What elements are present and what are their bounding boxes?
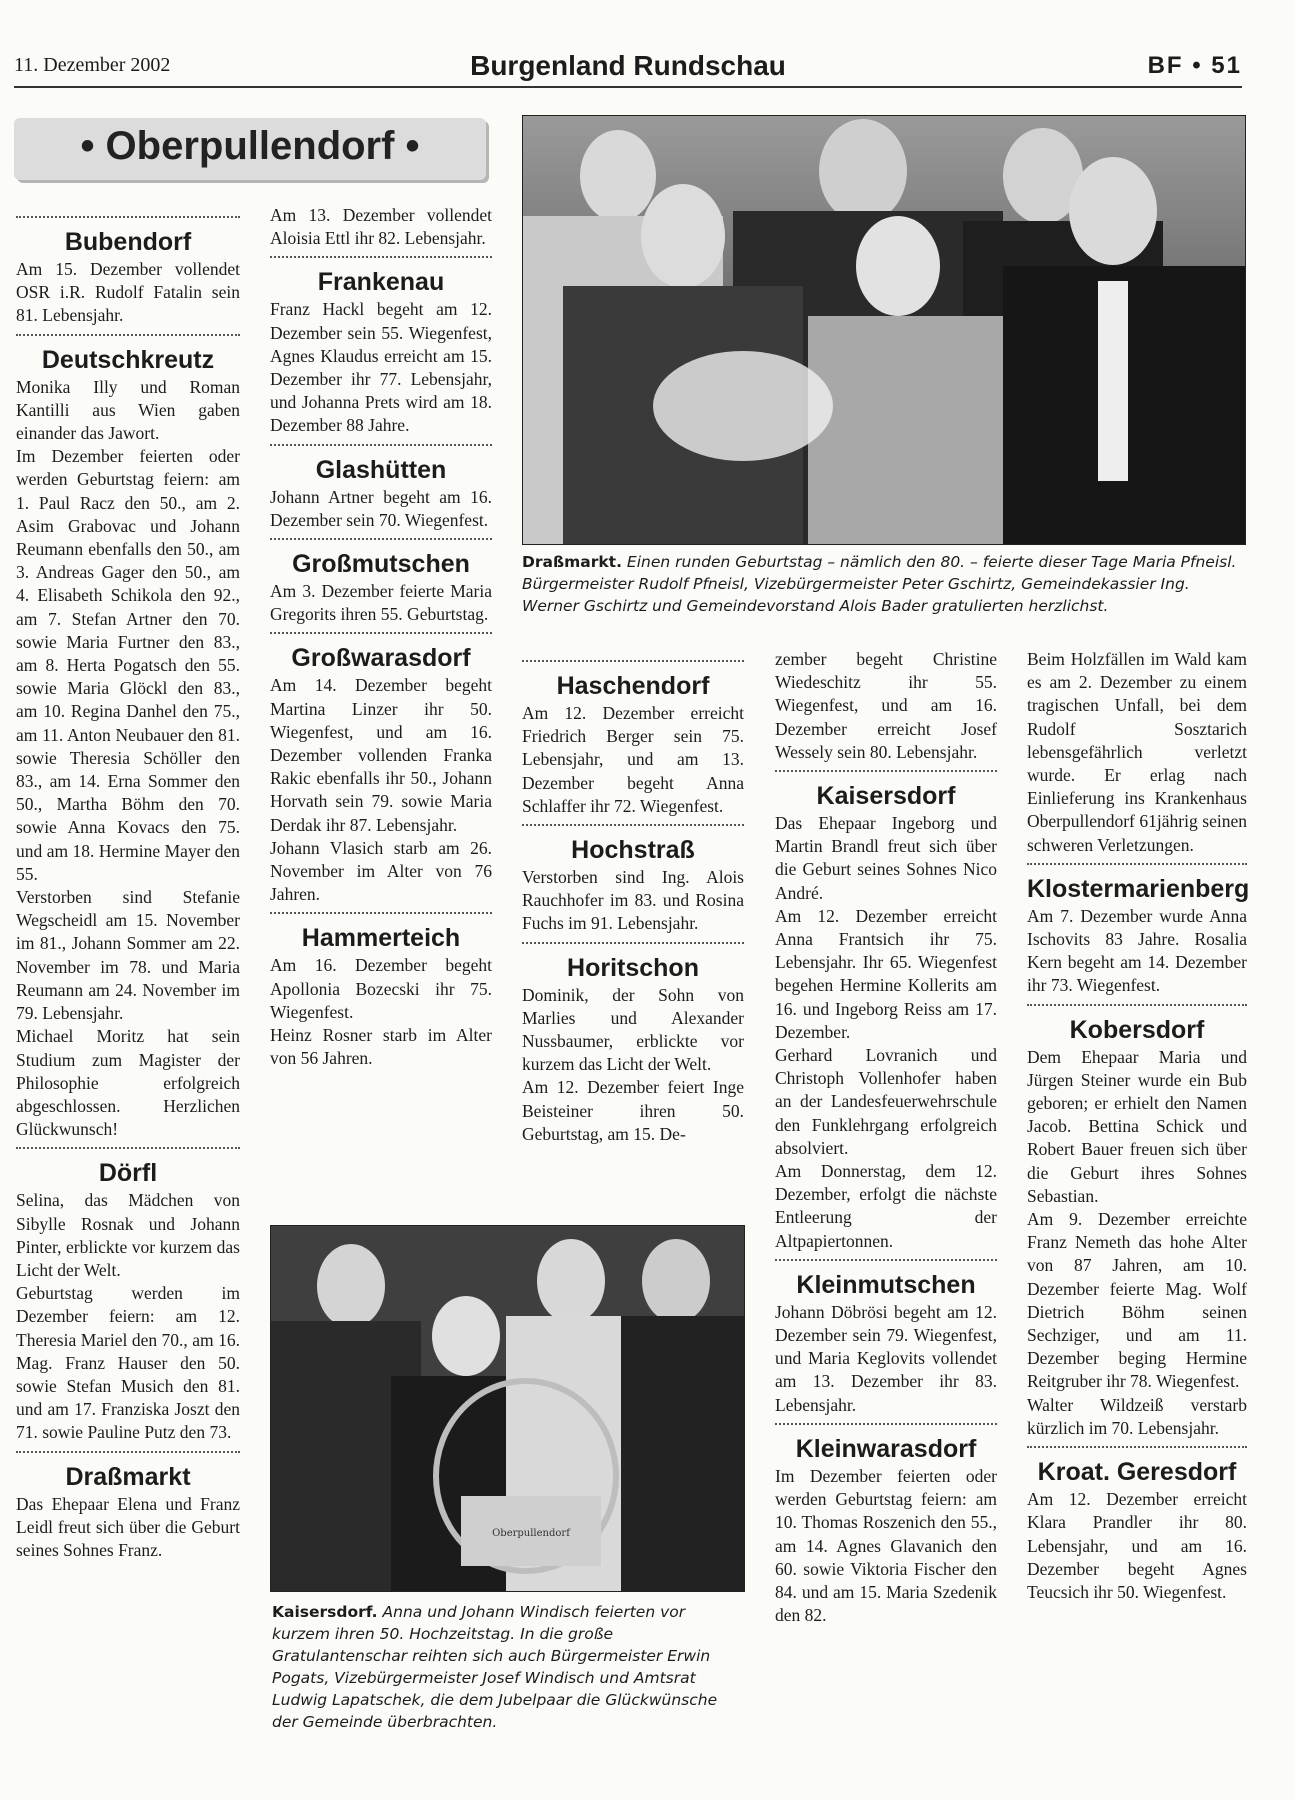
town-heading: Dörfl <box>16 1147 240 1189</box>
town-heading: Deutschkreutz <box>16 334 240 376</box>
notice-paragraph: Dem Ehepaar Maria und Jürgen Steiner wurde ein Bub geboren; er erhielt den Namen Jacob. Bettina Schick und Robert Bauer freuen sich über die Geburt ihres Sohnes Sebastian. <box>1027 1046 1247 1206</box>
town-heading: Großwarasdorf <box>270 632 492 674</box>
town-heading: Frankenau <box>270 256 492 298</box>
newspaper-title: Burgenland Rundschau <box>470 50 786 81</box>
town-heading: Kroat. Geresdorf <box>1027 1446 1247 1488</box>
photo-birthday-drassmarkt <box>522 115 1246 545</box>
page-number: BF • 51 <box>1147 52 1242 79</box>
notice-paragraph: Johann Döbrösi begeht am 12. Dezember sein 79. Wiegenfest, und Maria Keglovits vollendet am 13. Dezember ihr 83. Lebensjahr. <box>775 1301 997 1415</box>
notice-paragraph: Am 12. Dezember feiert Inge Beisteiner ihren 50. Geburtstag, am 15. De- <box>522 1077 744 1144</box>
town-heading: Hochstraß <box>522 824 744 866</box>
town-heading: Hammerteich <box>270 912 492 954</box>
notice-paragraph: Johann Artner begeht am 16. Dezember sein 70. Wiegenfest. <box>270 486 492 530</box>
issue-date: 11. Dezember 2002 <box>14 54 171 76</box>
group-photo-image <box>523 116 1245 544</box>
notice-paragraph: Beim Holzfällen im Wald kam es am 2. Dezember zu einem tragischen Unfall, bei dem Rudolf Sosztarich lebensgefährlich verletzt wurde. Er erlag nach Einlieferung ins Krankenhaus Oberpullendorf 61jährig seinen schweren Verletzungen. <box>1027 649 1247 855</box>
notice-paragraph: Im Dezember feierten oder werden Geburtstag feiern: am 1. Paul Racz den 50., am 2. Asim Grabovac und Johann Reumann ebenfalls den 50., am 3. Andreas Gager den 50., am 4. Elisabeth Schikola den 92., am 7. Stefan Artner den 70. sowie Maria Furtner den 83., am 8. Herta Pogatsch den 55. sowie Maria Glöckl den 83., am 10. Regina Danhel den 75., am 11. Anton Neubauer den 81. sowie Theresia Schöller den 83., am 14. Erna Sommer den 50., Martha Böhm den 70. sowie Anna Kovacs den 75. und am 18. Hermine Mayer den 55. <box>16 446 240 884</box>
notice-paragraph: Franz Hackl begeht am 12. Dezember sein 55. Wiegenfest, Agnes Klaudus erreicht am 15. Dezember ihr 77. Lebensjahr, und Johanna Prets wird am 18. Dezember 88 Jahre. <box>270 299 492 436</box>
town-heading: Bubendorf <box>16 216 240 258</box>
notice-paragraph: Am 12. Dezember erreicht Friedrich Berger sein 75. Lebensjahr, und am 13. Dezember begeht Anna Schlaffer ihr 72. Wiegenfest. <box>522 703 744 816</box>
section-banner <box>14 118 486 180</box>
notice-paragraph: Das Ehepaar Elena und Franz Leidl freut sich über die Geburt seines Sohnes Franz. <box>16 1493 240 1560</box>
notice-paragraph: Gerhard Lovranich und Christoph Vollenhofer haben an der Landesfeuerwehrschule den Funklehrgang erfolgreich absolviert. <box>775 1045 997 1158</box>
town-heading: Glashütten <box>270 444 492 486</box>
column-5 <box>1027 648 1250 1604</box>
caption-text: Einen runden Geburtstag – nämlich den 80. – feierte dieser Tage Maria Pfneisl. Bürgermeister Rudolf Pfneisl, Vizebürgermeister Peter Gschirtz, Gemeindekassier Ing. Werner Gschirtz und Gemeindevorstand Alois Bader gratulierten herzlichst. <box>522 553 1237 615</box>
town-heading: Horitschon <box>522 942 744 984</box>
notice-paragraph: Dominik, der Sohn von Marlies und Alexander Nussbaumer, erblickte vor kurzem das Licht der Welt. <box>522 984 744 1075</box>
notice-paragraph: Am Donnerstag, dem 12. Dezember, erfolgt die nächste Entleerung der Altpapiertonnen. <box>775 1161 997 1251</box>
town-heading: Draßmarkt <box>16 1451 240 1493</box>
basket-label: Oberpullendorf <box>492 1528 570 1539</box>
town-heading: Kleinwarasdorf <box>775 1423 997 1465</box>
notice-paragraph: Michael Moritz hat sein Studium zum Magister der Philosophie erfolgreich abgeschlossen. Herzlichen Glückwunsch! <box>16 1026 240 1140</box>
column-1 <box>16 210 240 1562</box>
notice-paragraph: Am 15. Dezember vollendet OSR i.R. Rudolf Fatalin sein 81. Lebensjahr. <box>16 259 240 326</box>
page-header <box>14 48 1242 88</box>
column-2 <box>270 204 492 1070</box>
notice-paragraph: Am 12. Dezember erreicht Anna Frantsich ihr 75. Lebensjahr. Ihr 65. Wiegenfest begehen Hermine Kollerits am 16. und Ingeborg Reiss am 17. Dezember. <box>775 905 997 1042</box>
caption-text: Anna und Johann Windisch feierten vor kurzem ihren 50. Hochzeitstag. In die große Gratulantenschar reihten sich auch Bürgermeister Erwin Pogats, Vizebürgermeister Josef Windisch und Amtsrat Ludwig Lapatschek, die dem Jubelpaar die Glückwünsche der Gemeinde überbrachten. <box>272 1603 718 1731</box>
notice-paragraph: Selina, das Mädchen von Sibylle Rosnak und Johann Pinter, erblickte vor kurzem das Licht der Welt. <box>16 1190 240 1280</box>
town-heading: Haschendorf <box>522 660 744 702</box>
column-4 <box>775 648 997 1627</box>
notice-paragraph: Am 9. Dezember erreichte Franz Nemeth das hohe Alter von 87 Jahren, am 10. Dezember feierte Mag. Wolf Dietrich Böhm seinen Sechziger, und am 11. Dezember beging Hermine Reitgruber ihr 78. Wiegenfest. <box>1027 1209 1247 1392</box>
photo-anniversary-kaisersdorf <box>270 1225 745 1592</box>
notice-paragraph: Am 7. Dezember wurde Anna Ischovits 83 Jahre. Rosalia Kern begeht am 14. Dezember ihr 73. Wiegenfest. <box>1027 905 1247 996</box>
column-3 <box>522 654 744 1146</box>
section-title: • Oberpullendorf • <box>80 124 420 168</box>
notice-paragraph: Am 3. Dezember feierte Maria Gregorits ihren 55. Geburtstag. <box>270 581 492 625</box>
town-heading: Kobersdorf <box>1027 1004 1247 1046</box>
photo-caption-top <box>522 551 1244 617</box>
town-heading: Großmutschen <box>270 538 492 580</box>
photo-caption-bottom <box>272 1601 744 1733</box>
notice-paragraph: Geburtstag werden im Dezember feiern: am 12. Theresia Mariel den 70., am 16. Mag. Franz Hauser den 50. sowie Stefan Musich den 81. und am 17. Franziska Joszt den 71. sowie Pauline Putz den 73. <box>16 1283 240 1443</box>
notice-paragraph: Am 12. Dezember erreicht Klara Prandler ihr 80. Lebensjahr, und am 16. Dezember begeht Agnes Teucsich ihr 50. Wiegenfest. <box>1027 1489 1247 1602</box>
notice-paragraph: Am 14. Dezember begeht Martina Linzer ihr 50. Wiegenfest, und am 16. Dezember vollenden Franka Rakic ebenfalls ihr 50., Johann Horvath sein 79. sowie Maria Derdak ihr 87. Lebensjahr. <box>270 675 492 835</box>
town-heading: Kaisersdorf <box>775 770 997 812</box>
notice-paragraph: Verstorben sind Ing. Alois Rauchhofer im 83. und Rosina Fuchs im 91. Lebensjahr. <box>522 867 744 934</box>
notice-paragraph: Am 16. Dezember begeht Apollonia Bozecski ihr 75. Wiegenfest. <box>270 955 492 1022</box>
notice-paragraph: Walter Wildzeiß verstarb kürzlich im 70. Lebensjahr. <box>1027 1394 1247 1438</box>
notice-paragraph: Das Ehepaar Ingeborg und Martin Brandl freut sich über die Geburt seines Sohnes Nico André. <box>775 813 997 903</box>
town-heading: Kleinmutschen <box>775 1259 997 1301</box>
notice-paragraph: Im Dezember feierten oder werden Geburtstag feiern: am 10. Thomas Roszenich den 55., am 14. Agnes Glavanich den 60. sowie Viktoria Fischer den 84. und am 15. Maria Szedenik den 82. <box>775 1465 997 1626</box>
caption-place: Kaisersdorf. <box>272 1603 378 1621</box>
notice-paragraph: Johann Vlasich starb am 26. November im Alter von 76 Jahren. <box>270 837 492 905</box>
notice-paragraph: zember begeht Christine Wiedeschitz ihr 55. Wiegenfest, und am 16. Dezember erreicht Josef Wessely sein 80. Lebensjahr. <box>775 649 997 762</box>
town-heading: Klostermarienberg <box>1027 863 1247 905</box>
couple-photo-image <box>271 1226 744 1591</box>
notice-paragraph: Monika Illy und Roman Kantilli aus Wien gaben einander das Jawort. <box>16 376 240 444</box>
caption-place: Draßmarkt. <box>522 553 622 571</box>
notice-paragraph: Heinz Rosner starb im Alter von 56 Jahren. <box>270 1025 492 1069</box>
notice-paragraph: Verstorben sind Stefanie Wegscheidl am 15. November im 81., Johann Sommer am 22. November im 78. und Maria Reumann am 24. November im 79. Lebensjahr. <box>16 887 240 1024</box>
notice-paragraph: Am 13. Dezember vollendet Aloisia Ettl ihr 82. Lebensjahr. <box>270 205 492 249</box>
